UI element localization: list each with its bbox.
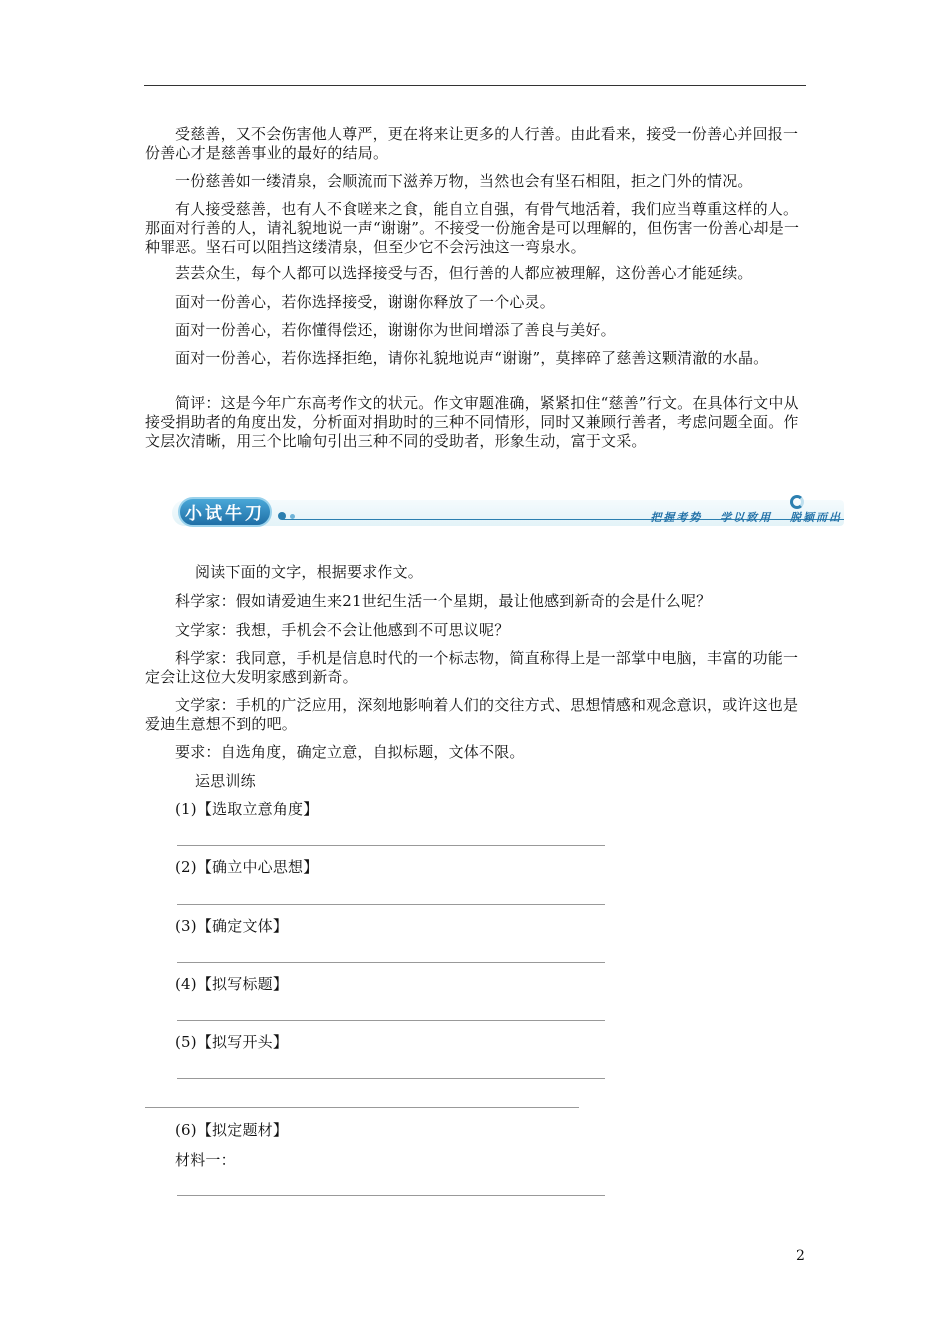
banner-slogan: 学以致用 (720, 511, 773, 524)
material-label: 材料一： (175, 1151, 236, 1169)
ring-icon (790, 495, 804, 509)
dialogue-line: 文学家：我想，手机会不会让他感到不可思议呢？ (175, 621, 510, 639)
dialogue-line: 文学家：手机的广泛应用，深刻地影响着人们的交往方式、思想情感和观念意识，或许这也是爱迪生意想不到的吧。 (145, 696, 799, 733)
step-label: (2)【确立中心思想】 (175, 858, 319, 876)
step-label: (6)【拟定题材】 (175, 1121, 289, 1139)
header-rule (144, 85, 806, 86)
essay-paragraph: 受慈善，又不会伤害他人尊严，更在将来让更多的人行善。由此看来，接受一份善心并回报一份善心才是慈善事业的最好的结局。 (145, 125, 799, 162)
essay-paragraph: 芸芸众生，每个人都可以选择接受与否，但行善的人都应被理解，这份善心才能延续。 (175, 264, 753, 282)
dialogue-line: 科学家：我同意，手机是信息时代的一个标志物，简直称得上是一部掌中电脑，丰富的功能一定会让这位大发明家感到新奇。 (145, 649, 799, 686)
dot-icon (278, 512, 286, 520)
exercise-intro: 阅读下面的文字，根据要求作文。 (195, 563, 424, 581)
banner-slogan: 把握考势 (650, 511, 703, 524)
step-label: (1)【选取立意角度】 (175, 800, 319, 818)
answer-line[interactable] (177, 845, 605, 846)
exercise-requirement: 要求：自选角度，确定立意，自拟标题，文体不限。 (175, 743, 525, 761)
answer-line[interactable] (177, 1078, 605, 1079)
banner-slogan: 脱颖而出 (790, 511, 842, 524)
answer-line[interactable] (177, 962, 605, 963)
banner-title: 小试牛刀 (178, 497, 272, 527)
dialogue-line: 科学家：假如请爱迪生来21世纪生活一个星期，最让他感到新奇的会是什么呢？ (175, 592, 712, 610)
essay-paragraph: 面对一份善心，若你懂得偿还，谢谢你为世间增添了善良与美好。 (175, 321, 616, 339)
essay-paragraph: 有人接受慈善，也有人不食嗟来之食，能自立自强，有骨气地活着，我们应当尊重这样的人。那面对行善的人，请礼貌地说一声“谢谢”。不接受一份施舍是可以理解的，但伤害一份善心却是一种罪恶。坚石可以阻挡这缕清泉，但至少它不会污浊这一弯泉水。 (145, 200, 800, 256)
step-label: (4)【拟写标题】 (175, 975, 289, 993)
section-banner (172, 495, 844, 529)
page-number: 2 (796, 1248, 805, 1264)
essay-paragraph: 面对一份善心，若你选择拒绝，请你礼貌地说声“谢谢”，莫摔碎了慈善这颗清澈的水晶。 (175, 349, 769, 367)
step-label: (3)【确定文体】 (175, 917, 289, 935)
answer-line[interactable] (177, 904, 605, 905)
answer-line[interactable] (145, 1107, 579, 1108)
step-label: (5)【拟写开头】 (175, 1033, 289, 1051)
banner-slogans (638, 509, 842, 525)
dot-icon (290, 514, 295, 519)
answer-line[interactable] (177, 1020, 605, 1021)
training-heading: 运思训练 (195, 772, 256, 790)
essay-comment: 简评：这是今年广东高考作文的状元。作文审题准确，紧紧扣住“慈善”行文。在具体行文中从接受捐助者的角度出发，分析面对捐助时的三种不同情形，同时又兼顾行善者，考虑问题全面。作文层次清晰，用三个比喻句引出三种不同的受助者，形象生动，富于文采。 (145, 394, 799, 450)
essay-paragraph: 一份慈善如一缕清泉，会顺流而下滋养万物，当然也会有坚石相阻，拒之门外的情况。 (175, 172, 753, 190)
answer-line[interactable] (177, 1195, 605, 1196)
essay-paragraph: 面对一份善心，若你选择接受，谢谢你释放了一个心灵。 (175, 293, 556, 311)
